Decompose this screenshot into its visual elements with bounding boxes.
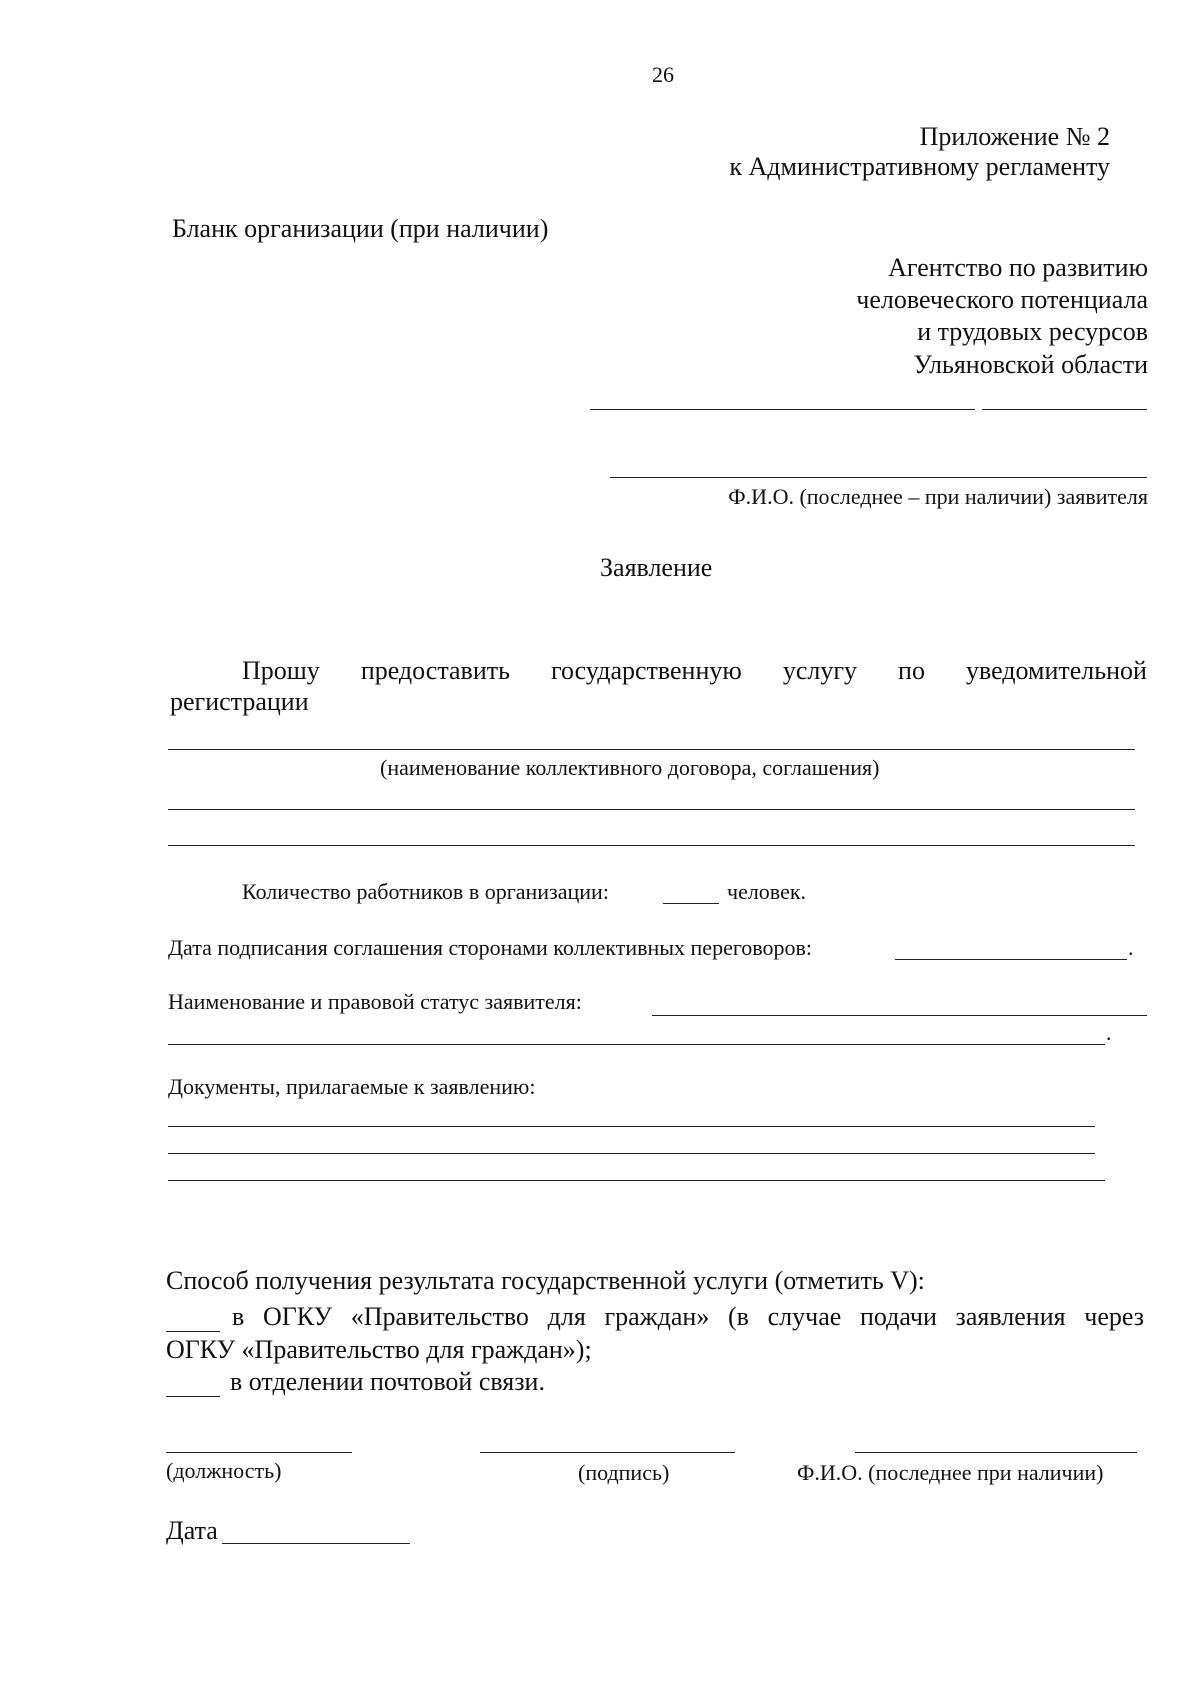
- request-word-4: услугу: [782, 656, 858, 685]
- result-method-heading: Способ получения результата государственной услуги (отметить V):: [166, 1266, 925, 1295]
- option-post-checkbox[interactable]: [166, 1396, 220, 1397]
- documents-line-2[interactable]: [168, 1153, 1095, 1154]
- option-mfc-label-2: ОГКУ «Правительство для граждан»);: [166, 1335, 592, 1364]
- documents-line-3[interactable]: [168, 1180, 1105, 1181]
- request-word-3: государственную: [551, 656, 742, 685]
- signature-caption: (подпись): [578, 1460, 670, 1485]
- documents-label: Документы, прилагаемые к заявлению:: [168, 1074, 536, 1099]
- request-line-2: регистрации: [170, 687, 309, 716]
- addressee-line-3: и трудовых ресурсов: [917, 317, 1148, 346]
- applicant-fio-caption: Ф.И.О. (последнее – при наличии) заявителя: [728, 484, 1148, 509]
- date-field[interactable]: [222, 1543, 410, 1544]
- fio-line[interactable]: [855, 1452, 1137, 1453]
- addressee-blank-line-a[interactable]: [590, 409, 975, 410]
- applicant-status-field-1[interactable]: [652, 1015, 1147, 1016]
- request-word-1: Прошу: [242, 656, 320, 685]
- addressee-line-4: Ульяновской области: [913, 350, 1148, 379]
- position-line[interactable]: [166, 1452, 352, 1453]
- addressee-line-2: человеческого потенциала: [856, 285, 1148, 314]
- option-post-label: в отделении почтовой связи.: [230, 1367, 545, 1396]
- agreement-name-line[interactable]: [168, 749, 1135, 750]
- agreement-extra-line-2[interactable]: [168, 845, 1135, 846]
- workers-count-label: Количество работников в организации:: [242, 879, 609, 904]
- request-word-2: предоставить: [360, 656, 510, 685]
- request-line-1: [242, 656, 1147, 686]
- org-blank-label: Бланк организации (при наличии): [172, 214, 549, 243]
- request-word-6: уведомительной: [965, 656, 1147, 685]
- option-mfc-label-1: [232, 1302, 1144, 1332]
- date-label: Дата: [166, 1516, 218, 1545]
- signature-line[interactable]: [480, 1452, 735, 1453]
- applicant-status-field-2[interactable]: [168, 1044, 1105, 1045]
- option-mfc-checkbox[interactable]: [166, 1331, 220, 1332]
- applicant-status-end: .: [1106, 1020, 1112, 1045]
- page-number: 26: [652, 62, 674, 87]
- option-mfc-text: в ОГКУ «Правительство для граждан» (в случае подачи заявления через: [232, 1302, 1144, 1331]
- sign-date-field[interactable]: [895, 959, 1127, 960]
- position-caption: (должность): [166, 1458, 282, 1483]
- applicant-status-label: Наименование и правовой статус заявителя:: [168, 989, 582, 1014]
- sign-date-label: Дата подписания соглашения сторонами коллективных переговоров:: [168, 935, 813, 960]
- agreement-name-caption: (наименование коллективного договора, соглашения): [380, 755, 880, 780]
- appendix-subtitle: к Административному регламенту: [729, 152, 1110, 181]
- documents-line-1[interactable]: [168, 1126, 1095, 1127]
- workers-count-suffix: человек.: [727, 879, 807, 904]
- request-word-5: по: [898, 656, 925, 685]
- document-title: Заявление: [600, 553, 713, 582]
- fio-caption: Ф.И.О. (последнее при наличии): [797, 1460, 1104, 1485]
- applicant-fio-line[interactable]: [610, 477, 1147, 478]
- addressee-line-1: Агентство по развитию: [888, 253, 1148, 282]
- sign-date-end: .: [1128, 935, 1134, 960]
- workers-count-field[interactable]: [663, 903, 719, 904]
- appendix-title: Приложение № 2: [919, 122, 1110, 151]
- agreement-extra-line-1[interactable]: [168, 809, 1135, 810]
- addressee-blank-line-b[interactable]: [982, 409, 1147, 410]
